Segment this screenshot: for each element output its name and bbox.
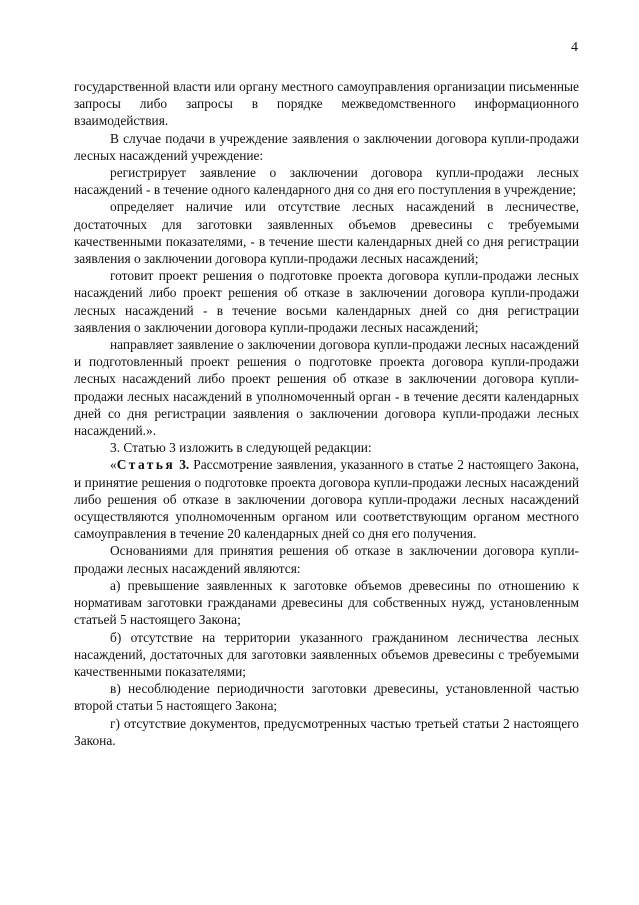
ground-item-a: а) превышение заявленных к заготовке объемов древесины по отношению к нормативам заготовки гражданами древесины для собственных нужд, установленным статьей 5 настоящего Закона;	[74, 577, 579, 628]
article-number: 3.	[179, 457, 190, 473]
ground-item-g: г) отсутствие документов, предусмотренных частью третьей статьи 2 настоящего Закона.	[74, 715, 579, 748]
article-text: Рассмотрение заявления, указанного в статье 2 настоящего Закона, и принятие решения о подготовке проекта договора купли-продажи лесных насаждений либо решения об отказе в заключении договора купли-продажи лесных насаждений осуществляются уполномоченным органом или соответствующим органом местного самоуправления в течение 20 календарных дней со дня его получения.	[74, 457, 579, 542]
ground-item-b: б) отсутствие на территории указанного гражданином лесничества лесных насаждений, достаточных для заготовки заявленных объемов древесины с требуемыми качественными показателями;	[74, 629, 579, 679]
open-quote: «	[110, 457, 117, 473]
paragraph-determines: определяет наличие или отсутствие лесных насаждений в лесничестве, достаточных для заготовки заявленных объемов древесины с требуемыми качественными показателями, - в течение шести календарных дней со дня регистрации заявления о заключении договора купли-продажи лесных насаждений;	[74, 199, 579, 267]
paragraph-forwards: направляет заявление о заключении договора купли-продажи лесных насаждений и подготовленный проект решения о подготовке проекта договора купли-продажи лесных насаждений либо проект решения об отказе в заключении договора купли-продажи лесных насаждений в уполномоченный орган - в течение десяти календарных дней со дня регистрации заявления о заключении договора купли-продажи лесных насаждений.».	[74, 337, 579, 439]
paragraph-continuation: государственной власти или органу местного самоуправления организации письменные запросы либо запросы в порядке межведомственного информационного взаимодействия.	[74, 79, 579, 129]
paragraph-amendment-item-3: 3. Статью 3 изложить в следующей редакции:	[110, 440, 372, 456]
paragraph-prepares: готовит проект решения о подготовке проекта договора купли-продажи лесных насаждений либо проект решения об отказе в заключении договора купли-продажи лесных насаждений - в течение восьми календарных дней со дня регистрации заявления о заключении договора купли-продажи лесных насаждений;	[74, 268, 579, 335]
ground-item-v: в) несоблюдение периодичности заготовки древесины, установленной частью второй статьи 5 настоящего Закона;	[74, 681, 579, 714]
page-number: 4	[571, 40, 578, 55]
document-body	[74, 78, 579, 749]
article-heading: Статья	[116, 457, 176, 473]
paragraph-registers: регистрирует заявление о заключении договора купли-продажи лесных насаждений - в течение одного календарного дня со дня его поступления в учреждение;	[74, 165, 579, 198]
paragraph-application-case: В случае подачи в учреждение заявления о заключении договора купли-продажи лесных насаждений учреждение:	[74, 130, 579, 163]
article-3-paragraph	[74, 456, 579, 542]
grounds-intro: Основаниями для принятия решения об отказе в заключении договора купли-продажи лесных насаждений являются:	[74, 543, 579, 576]
